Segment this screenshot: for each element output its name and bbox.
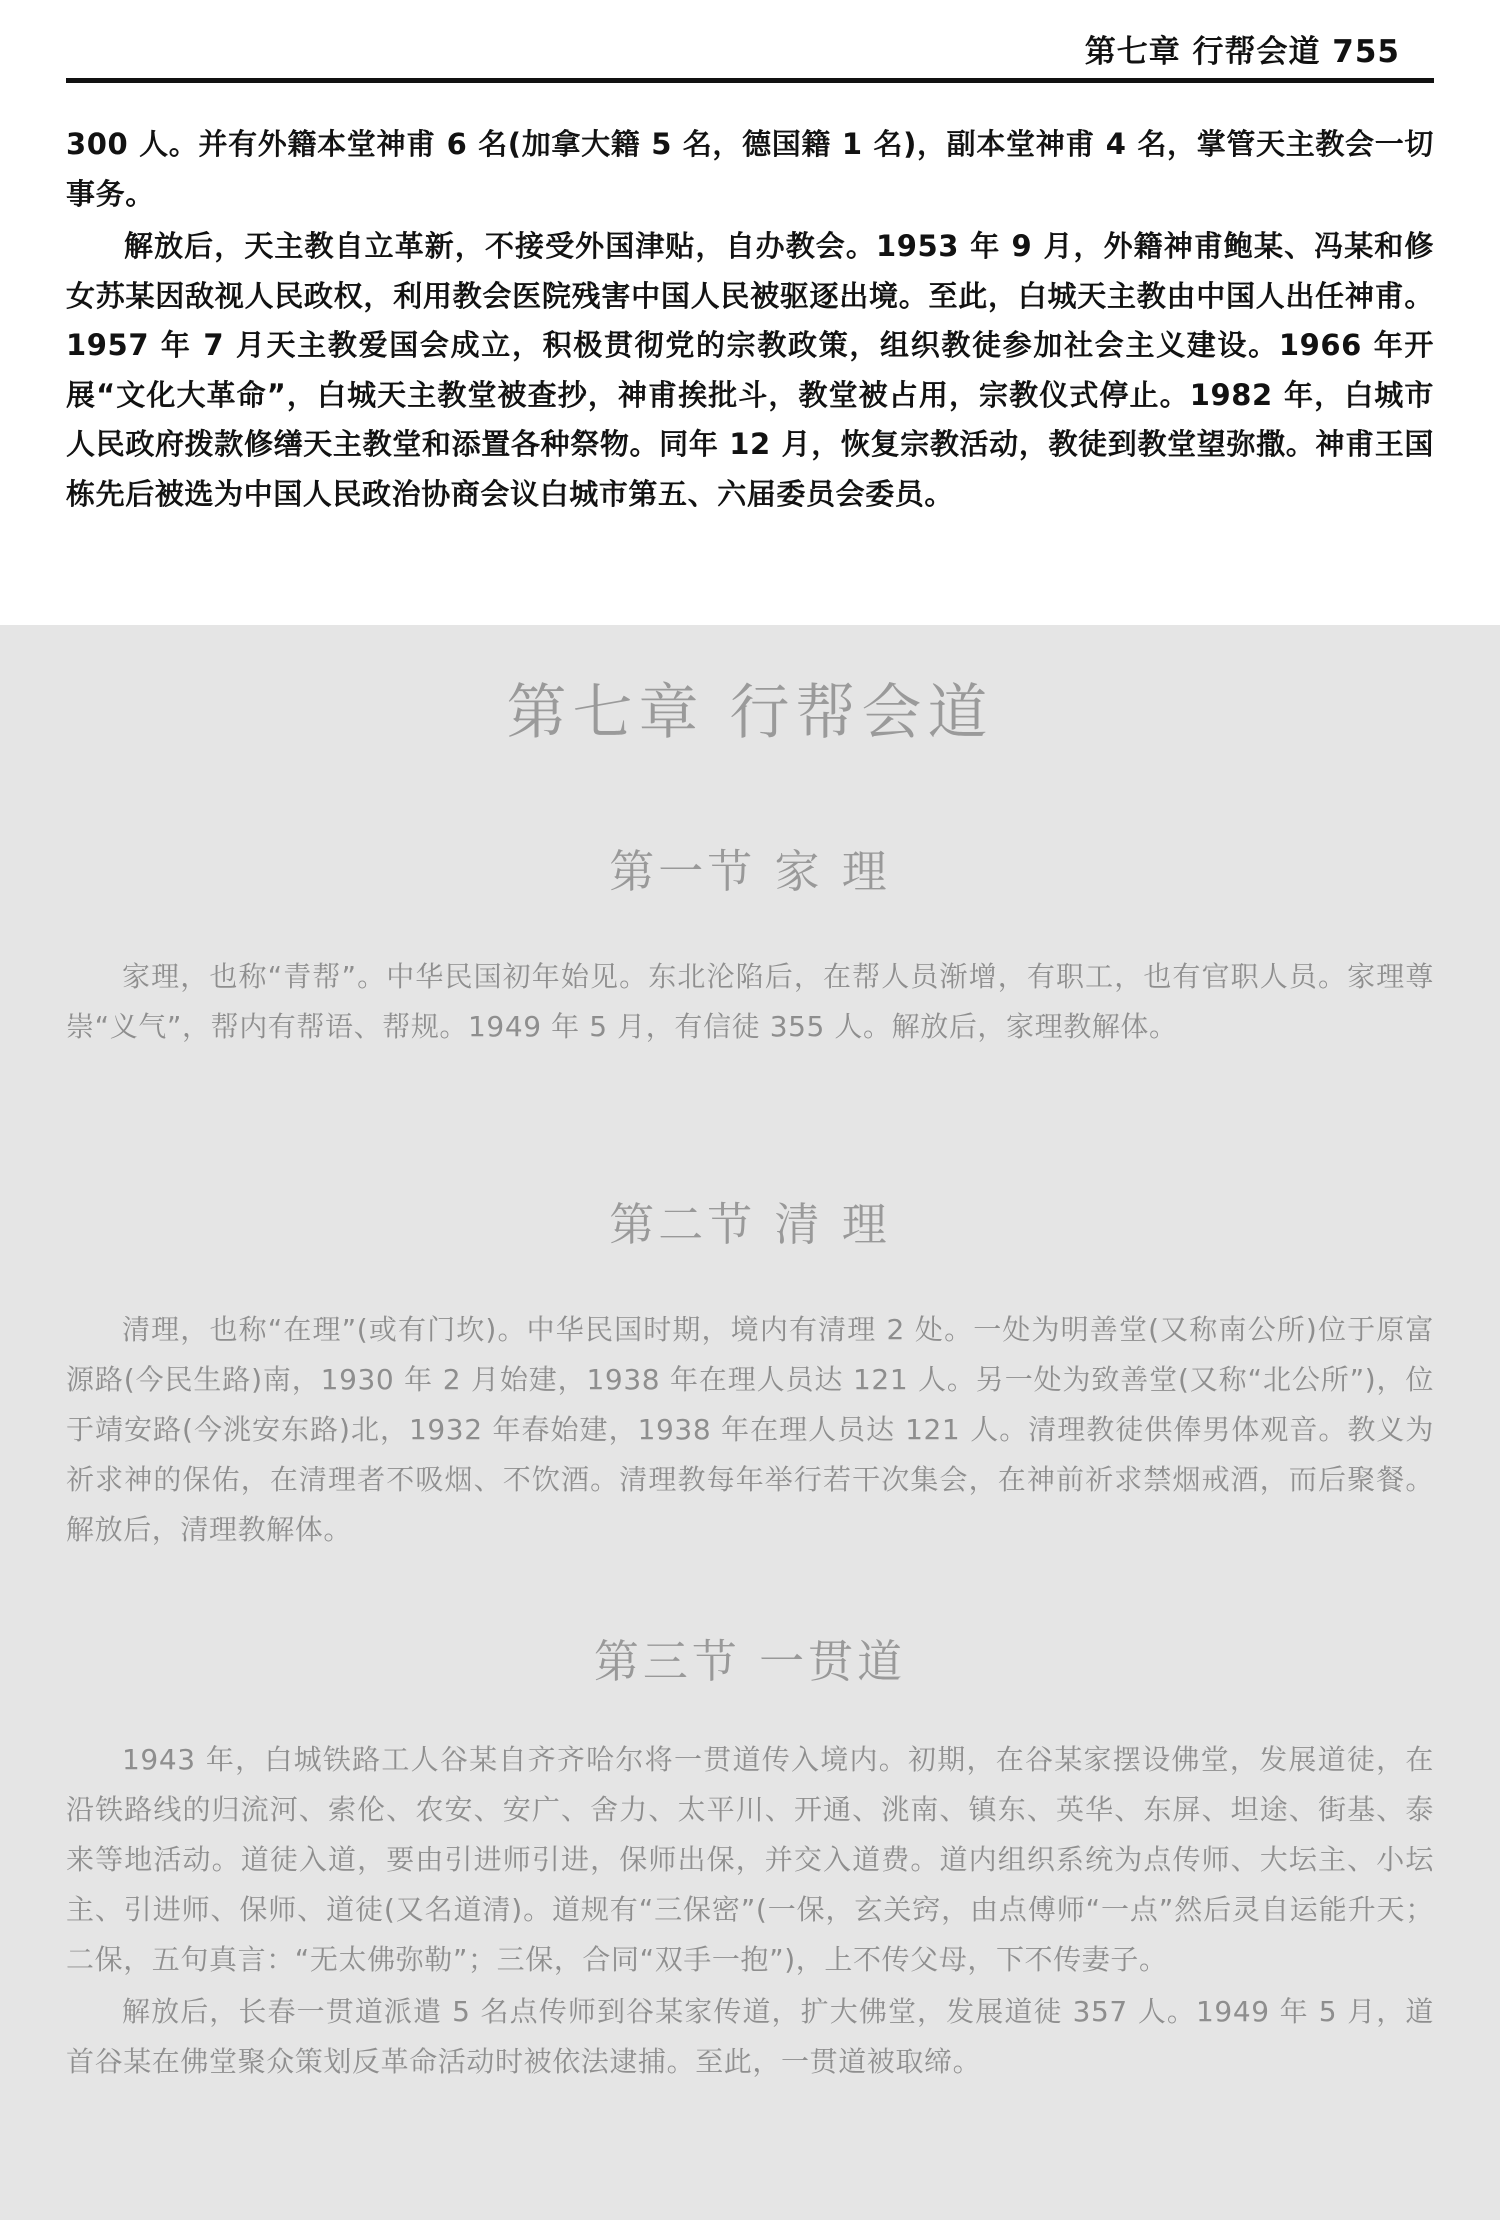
running-header-title: 第七章 行帮会道 755: [1084, 34, 1400, 70]
paragraph: 300 人。并有外籍本堂神甫 6 名(加拿大籍 5 名，德国籍 1 名)，副本堂神甫 4 名，掌管天主教会一切事务。: [66, 127, 1434, 211]
chapter-title: 第七章 行帮会道: [506, 678, 994, 748]
section-body: [66, 952, 1434, 1052]
top-text-block: [66, 120, 1434, 519]
paragraph: 1943 年，白城铁路工人谷某自齐齐哈尔将一贯道传入境内。初期，在谷某家摆设佛堂，发展道徒，在沿铁路线的归流河、索伦、农安、安广、舍力、太平川、开通、洮南、镇东、英华、东屏、坦途、街基、泰来等地活动。道徒入道，要由引进师引进，保师出保，并交入道费。道内组织系统为点传师、大坛主、小坛主、引进师、保师、道徒(又名道清)。道规有“三保密”(一保，玄关窍，由点傅师“一点”然后灵自运能升天；二保，五句真言：“无太佛弥勒”；三保，合同“双手一抱”)，上不传父母，下不传妻子。: [66, 1743, 1434, 1976]
paragraph: 解放后，天主教自立革新，不接受外国津贴，自办教会。1953 年 9 月，外籍神甫鲍某、冯某和修女苏某因敌视人民政权，利用教会医院残害中国人民被驱逐出境。至此，白城天主教由中国人出任神甫。1957 年 7 月天主教爱国会成立，积极贯彻党的宗教政策，组织教徒参加社会主义建设。1966 年开展“文化大革命”，白城天主教堂被查抄，神甫挨批斗，教堂被占用，宗教仪式停止。1982 年，白城市人民政府拨款修缮天主教堂和添置各种祭物。同年 12 月，恢复宗教活动，教徒到教堂望弥撒。神甫王国栋先后被选为中国人民政治协商会议白城市第五、六届委员会委员。: [66, 229, 1434, 511]
section-title: 第三节 一贯道: [593, 1635, 907, 1688]
running-header: [0, 0, 1500, 85]
section-title: 第二节 清 理: [609, 1198, 891, 1251]
greyed-out-region: [0, 625, 1500, 2220]
section-body: [66, 1305, 1434, 1555]
paragraph: 家理，也称“青帮”。中华民国初年始见。东北沦陷后，在帮人员渐增，有职工，也有官职人员。家理尊崇“义气”，帮内有帮语、帮规。1949 年 5 月，有信徒 355 人。解放后，家理教解体。: [66, 960, 1434, 1043]
paragraph: 解放后，长春一贯道派遣 5 名点传师到谷某家传道，扩大佛堂，发展道徒 357 人。1949 年 5 月，道首谷某在佛堂聚众策划反革命活动时被依法逮捕。至此，一贯道被取缔。: [66, 1995, 1434, 2078]
paragraph: 清理，也称“在理”(或有门坎)。中华民国时期，境内有清理 2 处。一处为明善堂(又称南公所)位于原富源路(今民生路)南，1930 年 2 月始建，1938 年在理人员达 121 人。另一处为致善堂(又称“北公所”)，位于靖安路(今洮安东路)北，1932 年春始建，1938 年在理人员达 121 人。清理教徒供俸男体观音。教义为祈求神的保佑，在清理者不吸烟、不饮酒。清理教每年举行若干次集会，在神前祈求禁烟戒酒，而后聚餐。解放后，清理教解体。: [66, 1313, 1434, 1546]
section-title: 第一节 家 理: [609, 845, 891, 898]
section-body: [66, 1735, 1434, 2087]
header-rule: [66, 78, 1434, 83]
